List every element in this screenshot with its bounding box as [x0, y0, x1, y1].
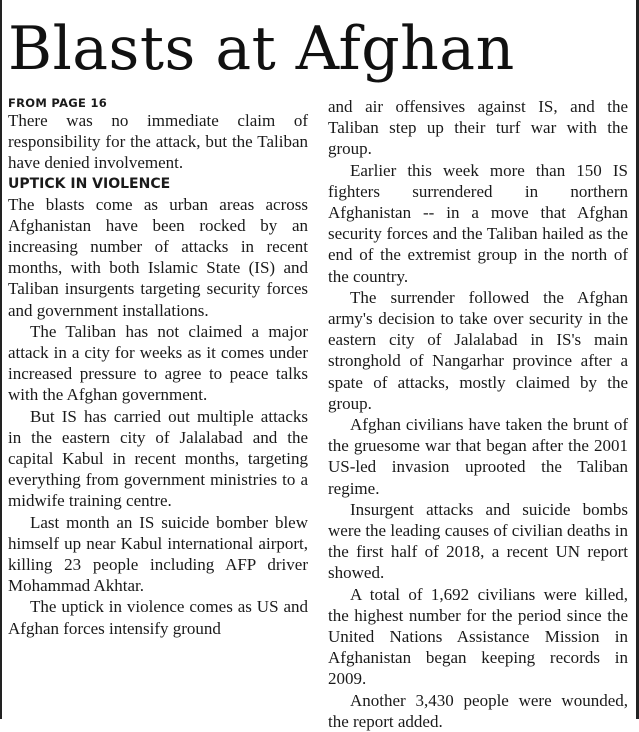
paragraph-urban-attacks: The blasts come as urban areas across Afghanistan have been rocked by an increasing number of attacks in recent months, with both Islamic State (IS) and Taliban insurgents targeting security forces and government installations.: [8, 194, 308, 320]
paragraph-jalalabad: The surrender followed the Afghan army's decision to take over security in the eastern city of Jalalabad in IS's main stronghold of Nangarhar province after a spate of attacks, mostly claimed by the group.: [328, 287, 628, 413]
paragraph-offensives: and air offensives against IS, and the Taliban step up their turf war with the group.: [328, 97, 628, 159]
paragraph-un-report: Insurgent attacks and suicide bombs were the leading causes of civilian deaths in the first half of 2018, a recent UN report showed.: [328, 499, 628, 583]
paragraph-taliban-talks: The Taliban has not claimed a major attack in a city for weeks as it comes under increased pressure to agree to peace talks with the Afghan government.: [8, 321, 308, 405]
paragraph-civilians-brunt: Afghan civilians have taken the brunt of the gruesome war that began after the 2001 US-led invasion uprooted the Taliban regime.: [328, 415, 628, 498]
left-border-rule: [0, 0, 2, 719]
article-column-right: [328, 96, 628, 732]
paragraph-wounded: Another 3,430 people were wounded, the report added.: [328, 690, 628, 731]
paragraph-violence-uptick: The uptick in violence comes as US and Afghan forces intensify ground: [8, 597, 308, 638]
paragraph-responsibility: There was no immediate claim of responsibility for the attack, but the Taliban have denied involvement.: [8, 111, 308, 173]
subheading-uptick: UPTICK IN VIOLENCE: [8, 175, 171, 192]
paragraph-surrender: Earlier this week more than 150 IS fighters surrendered in northern Afghanistan -- in a move that Afghan security forces and the Taliban hailed as the end of the extremist group in the north of the country.: [328, 160, 628, 286]
article-headline: Blasts at Afghan: [8, 14, 515, 84]
article-column-left: [8, 94, 308, 639]
continuation-kicker: FROM PAGE 16: [8, 96, 108, 110]
paragraph-airport-bombing: Last month an IS suicide bomber blew himself up near Kabul international airport, killing 23 people including AFP driver Mohammad Akhtar.: [8, 512, 308, 596]
paragraph-is-attacks: But IS has carried out multiple attacks in the eastern city of Jalalabad and the capital Kabul in recent months, targeting everything from government ministries to a midwife training centre.: [8, 406, 308, 511]
paragraph-civilian-deaths: A total of 1,692 civilians were killed, the highest number for the period since the United Nations Assistance Mission in Afghanistan began keeping records in 2009.: [328, 584, 628, 689]
